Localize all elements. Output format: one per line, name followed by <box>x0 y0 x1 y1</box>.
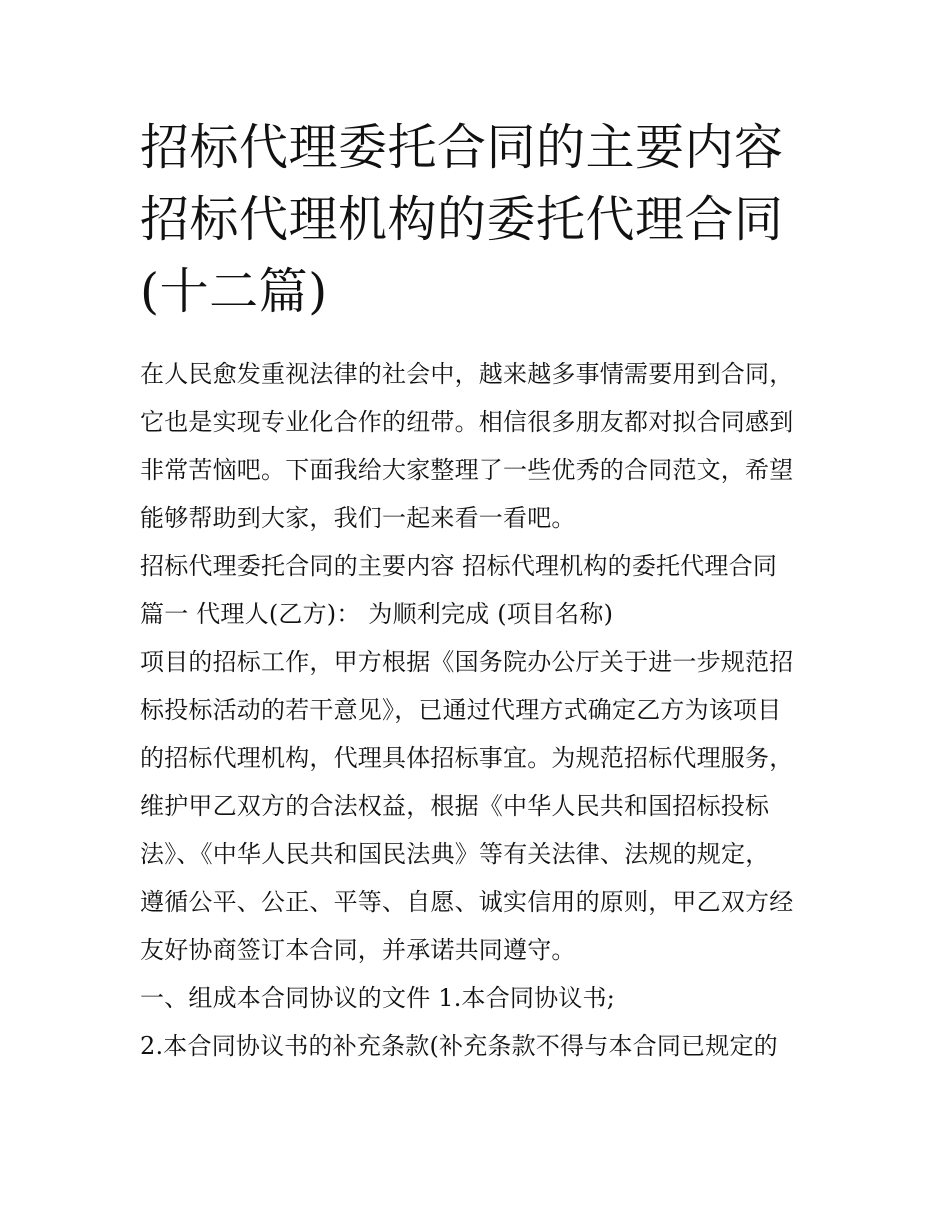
body-line: 维护甲乙双方的合法权益，根据《中华人民共和国招标投标 <box>140 792 770 820</box>
document-title <box>140 112 830 328</box>
body-line: 一、组成本合同协议的文件 1.本合同协议书; <box>140 984 616 1012</box>
title-line-3: (十二篇) <box>140 263 328 320</box>
body-line: 项目的招标工作，甲方根据《国务院办公厅关于进一步规范招 <box>140 648 794 676</box>
body-line: 招标代理委托合同的主要内容 招标代理机构的委托代理合同 <box>140 552 778 580</box>
title-line-1: 招标代理委托合同的主要内容 <box>140 119 784 176</box>
document-page <box>140 112 830 1070</box>
body-line: 篇一 代理人(乙方)： 为顺利完成 (项目名称) <box>140 600 614 628</box>
body-line: 2.本合同协议书的补充条款(补充条款不得与本合同已规定的 <box>140 1032 778 1060</box>
body-line: 遵循公平、公正、平等、自愿、诚实信用的原则，甲乙双方经 <box>140 888 794 916</box>
body-line: 能够帮助到大家，我们一起来看一看吧。 <box>140 504 576 532</box>
document-body <box>140 350 830 1070</box>
body-line: 它也是实现专业化合作的纽带。相信很多朋友都对拟合同感到 <box>140 408 794 436</box>
body-line: 友好协商签订本合同，并承诺共同遵守。 <box>140 936 576 964</box>
title-line-2: 招标代理机构的委托代理合同 <box>140 191 784 248</box>
body-line: 标投标活动的若干意见》，已通过代理方式确定乙方为该项目 <box>140 696 782 724</box>
body-line: 法》、《中华人民共和国民法典》等有关法律、法规的规定， <box>140 840 770 868</box>
body-line: 在人民愈发重视法律的社会中，越来越多事情需要用到合同， <box>140 360 794 388</box>
body-line: 非常苦恼吧。下面我给大家整理了一些优秀的合同范文，希望 <box>140 456 794 484</box>
body-line: 的招标代理机构，代理具体招标事宜。为规范招标代理服务， <box>140 744 794 772</box>
